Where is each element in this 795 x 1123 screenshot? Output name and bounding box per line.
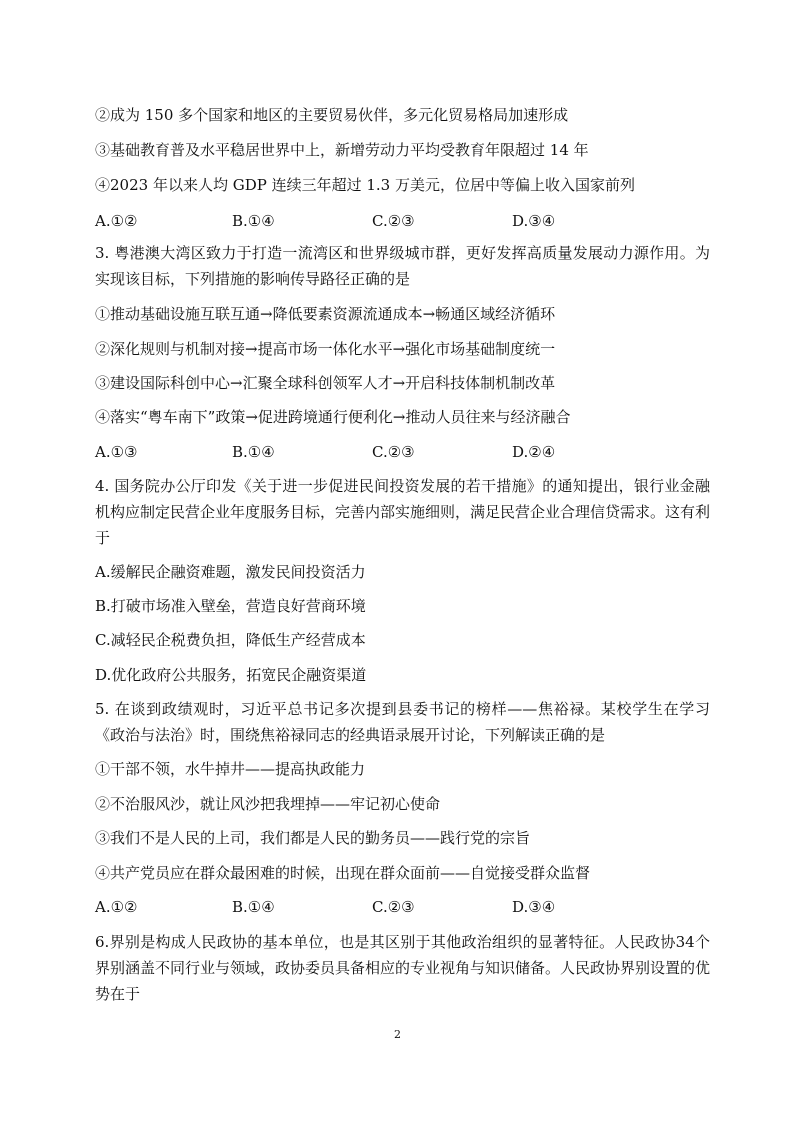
q3-item-4: ④落实“粤车南下”政策→促进跨境通行便利化→推动人员往来与经济融合	[95, 408, 571, 426]
q3-option-d: D.②④	[512, 443, 556, 461]
q5-item-3: ③我们不是人民的上司，我们都是人民的勤务员——践行党的宗旨	[95, 829, 531, 847]
q3-options	[95, 442, 715, 462]
q2-item-3: ③基础教育普及水平稳居世界中上，新增劳动力平均受教育年限超过 14 年	[95, 141, 589, 159]
q2-option-c: C.②③	[372, 212, 415, 230]
q4-choice-a: A.缓解民企融资难题，激发民间投资活力	[95, 563, 366, 581]
q5-item-2: ②不治服风沙，就让风沙把我埋掉——牢记初心使命	[95, 795, 441, 813]
q4-choice-b: B.打破市场准入壁垒，营造良好营商环境	[95, 597, 366, 615]
q4-stem: 4. 国务院办公厅印发《关于进一步促进民间投资发展的若干措施》的通知提出，银行业金融机构应制定民营企业年度服务目标，完善内部实施细则，满足民营企业合理信贷需求。这有利于	[95, 477, 711, 547]
page-number: 2	[394, 1028, 401, 1041]
q5-item-1: ①干部不领，水牛掉井——提高执政能力	[95, 760, 366, 778]
q3-option-a: A.①③	[95, 443, 138, 461]
q5-option-a: A.①②	[95, 898, 138, 916]
q5-options	[95, 897, 715, 917]
q3-item-3: ③建设国际科创中心→汇聚全球科创领军人才→开启科技体制机制改革	[95, 374, 556, 392]
q2-option-a: A.①②	[95, 212, 138, 230]
q4-choice-c: C.减轻民企税费负担，降低生产经营成本	[95, 631, 366, 649]
q5-item-4: ④共产党员应在群众最困难的时候，出现在群众面前——自觉接受群众监督	[95, 864, 591, 882]
q3-item-1: ①推动基础设施互联互通→降低要素资源流通成本→畅通区域经济循环	[95, 305, 556, 323]
q3-item-2: ②深化规则与机制对接→提高市场一体化水平→强化市场基础制度统一	[95, 340, 556, 358]
q5-option-c: C.②③	[372, 898, 415, 916]
q3-option-c: C.②③	[372, 443, 415, 461]
q6-stem: 6.界别是构成人民政协的基本单位，也是其区别于其他政治组织的显著特征。人民政协34个界别涵盖不同行业与领域，政协委员具备相应的专业视角与知识储备。人民政协界别设置的优势在于	[95, 933, 711, 1003]
q5-stem: 5. 在谈到政绩观时，习近平总书记多次提到县委书记的榜样——焦裕禄。某校学生在学习《政治与法治》时，围绕焦裕禄同志的经典语录展开讨论，下列解读正确的是	[95, 700, 710, 744]
q2-item-4: ④2023 年以来人均 GDP 连续三年超过 1.3 万美元，位居中等偏上收入国家前列	[95, 176, 635, 194]
q2-option-b: B.①④	[232, 212, 275, 230]
q4-choice-d: D.优化政府公共服务，拓宽民企融资渠道	[95, 666, 367, 684]
q3-stem: 3. 粤港澳大湾区致力于打造一流湾区和世界级城市群，更好发挥高质量发展动力源作用。为实现该目标，下列措施的影响传导路径正确的是	[95, 244, 710, 288]
q2-option-d: D.③④	[512, 212, 556, 230]
q2-options	[95, 211, 715, 231]
q3-option-b: B.①④	[232, 443, 275, 461]
q5-option-b: B.①④	[232, 898, 275, 916]
q2-item-2: ②成为 150 多个国家和地区的主要贸易伙伴，多元化贸易格局加速形成	[95, 106, 569, 124]
q5-option-d: D.③④	[512, 898, 556, 916]
